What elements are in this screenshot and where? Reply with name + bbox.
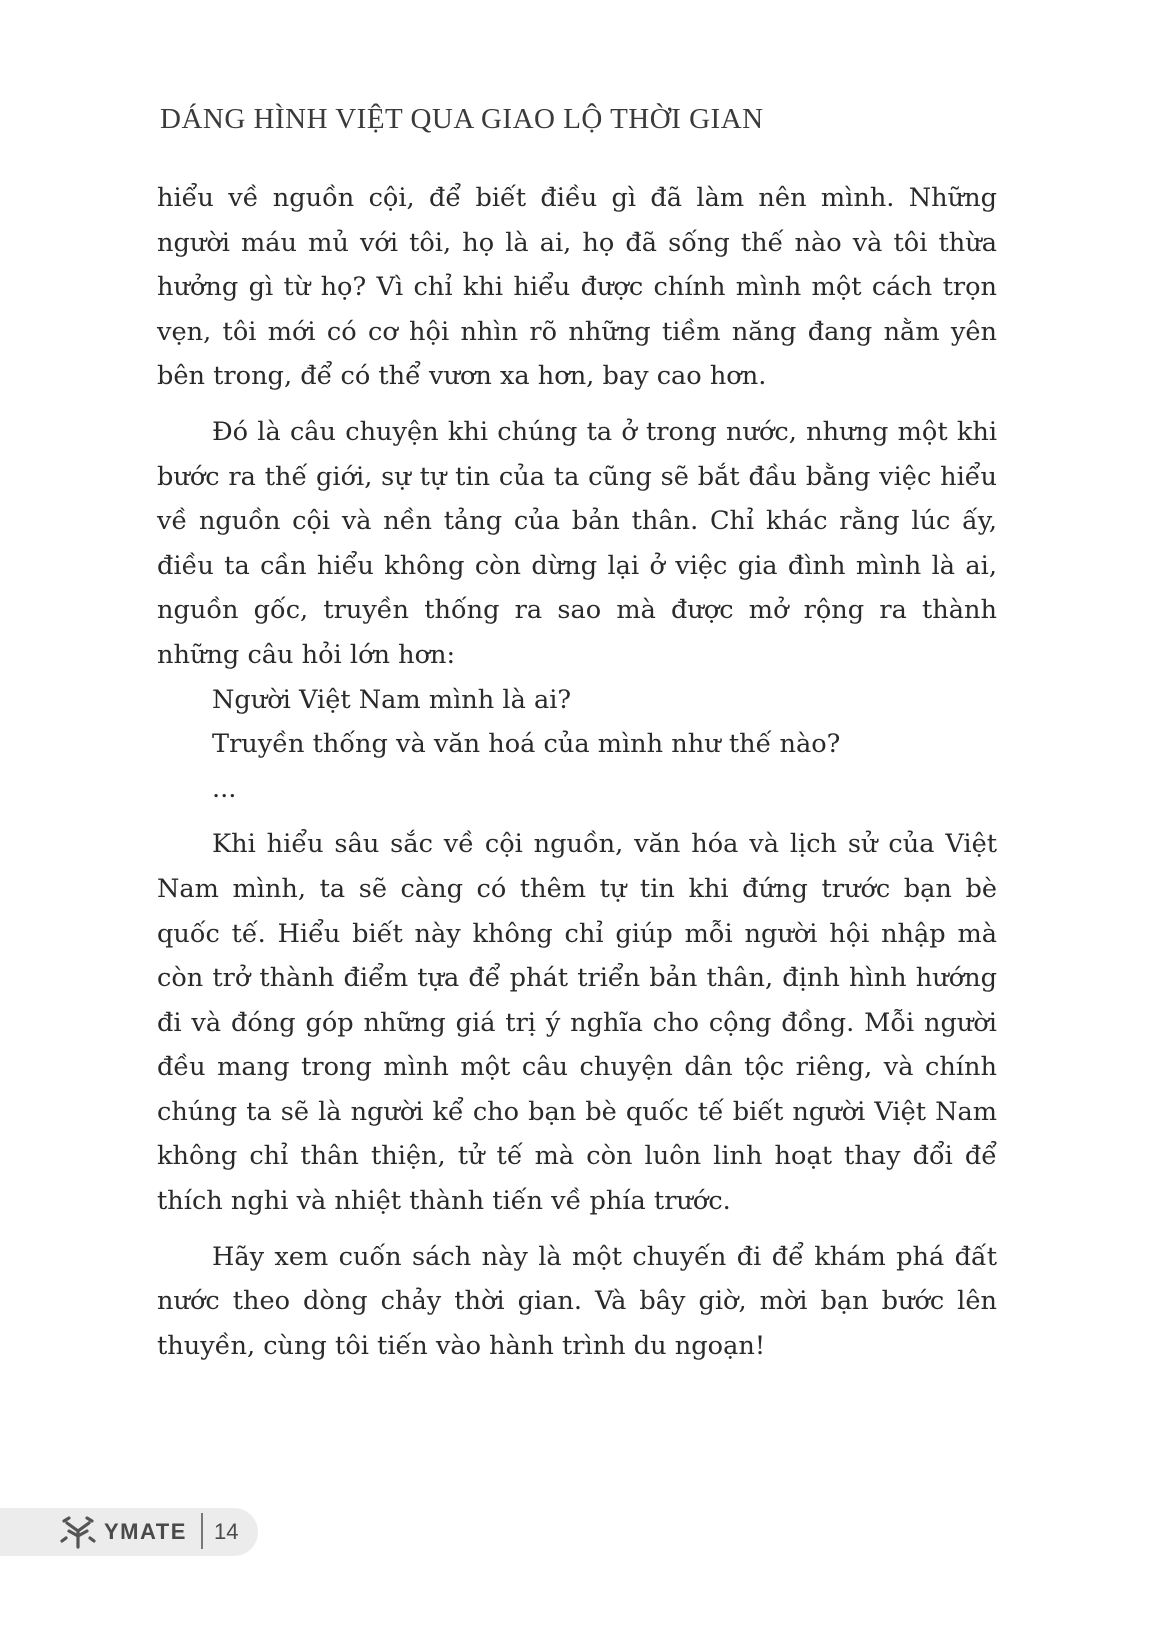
footer-brand: YMATE xyxy=(104,1519,187,1544)
ymate-logo-icon xyxy=(60,1514,96,1550)
ellipsis-line: ... xyxy=(212,773,237,804)
footer-divider xyxy=(201,1513,203,1549)
paragraph-2: Đó là câu chuyện khi chúng ta ở trong nước, nhưng một khi bước ra thế giới, sự tự tin của ta cũng sẽ bắt đầu bằng việc hiểu về nguồn cội và nền tảng của bản thân. Chỉ khác rằng lúc ấy, điều ta cần hiểu không còn dừng lại ở việc gia đình mình là ai, nguồn gốc, truyền thống ra sao mà được mở rộng ra thành những câu hỏi lớn hơn: xyxy=(157,416,997,670)
running-header-title: DÁNG HÌNH VIỆT QUA GIAO LỘ THỜI GIAN xyxy=(160,103,764,135)
paragraph-4: Hãy xem cuốn sách này là một chuyến đi để khám phá đất nước theo dòng chảy thời gian. Và bây giờ, mời bạn bước lên thuyền, cùng tôi tiến vào hành trình du ngoạn! xyxy=(157,1241,997,1361)
paragraph-3: Khi hiểu sâu sắc về cội nguồn, văn hóa và lịch sử của Việt Nam mình, ta sẽ càng có thêm tự tin khi đứng trước bạn bè quốc tế. Hiểu biết này không chỉ giúp mỗi người hội nhập mà còn trở thành điểm tựa để phát triển bản thân, định hình hướng đi và đóng góp những giá trị ý nghĩa cho cộng đồng. Mỗi người đều mang trong mình một câu chuyện dân tộc riêng, và chính chúng ta sẽ là người kể cho bạn bè quốc tế biết người Việt Nam không chỉ thân thiện, tử tế mà còn luôn linh hoạt thay đổi để thích nghi và nhiệt thành tiến về phía trước. xyxy=(157,829,997,1217)
page-body xyxy=(157,176,997,1368)
page-number: 14 xyxy=(214,1519,239,1544)
question-2: Truyền thống và văn hoá của mình như thế nào? xyxy=(212,729,841,760)
paragraph-1: hiểu về nguồn cội, để biết điều gì đã làm nên mình. Những người máu mủ với tôi, họ là ai, họ đã sống thế nào và tôi thừa hưởng gì từ họ? Vì chỉ khi hiểu được chính mình một cách trọn vẹn, tôi mới có cơ hội nhìn rõ những tiềm năng đang nằm yên bên trong, để có thể vươn xa hơn, bay cao hơn. xyxy=(157,183,997,392)
question-1: Người Việt Nam mình là ai? xyxy=(212,684,572,715)
